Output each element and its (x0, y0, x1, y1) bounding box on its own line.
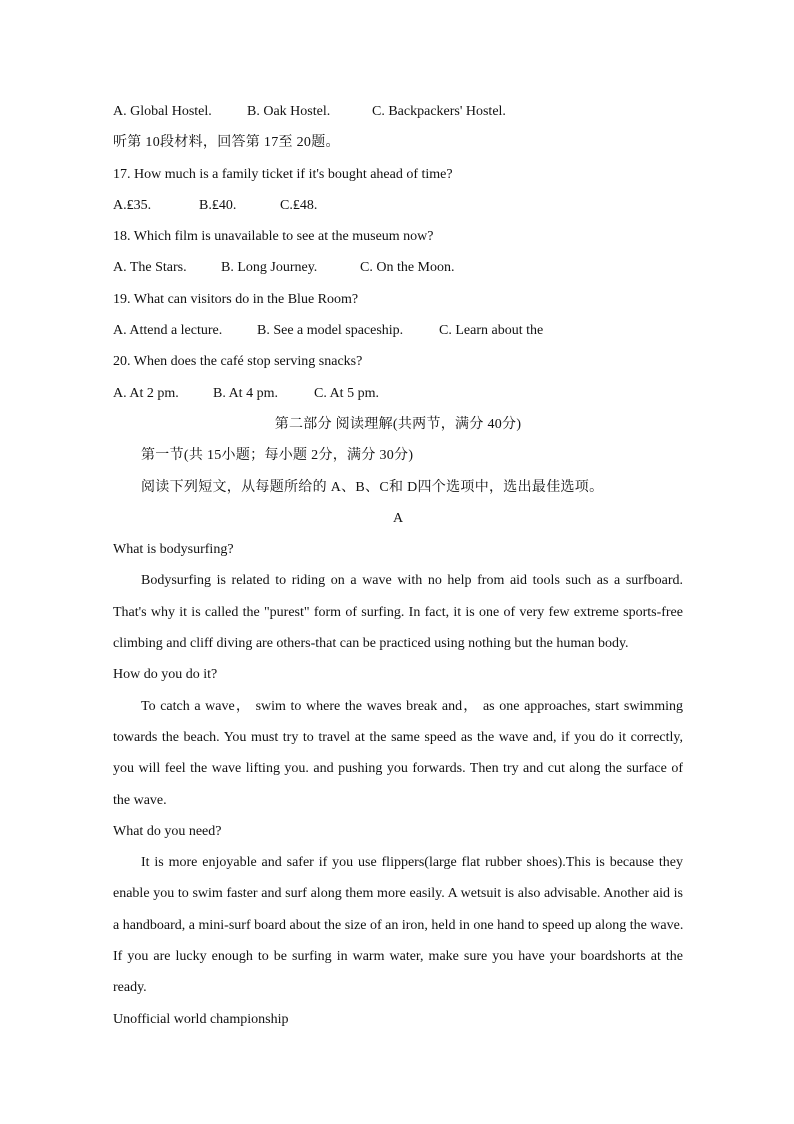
paragraph-1-line-3: climbing and cliff diving are others-that can be practiced using nothing but the human body. (113, 636, 629, 652)
q17-option-a: A.₤35. (113, 197, 152, 213)
q18-option-a: A. The Stars. (113, 260, 187, 276)
q20-question: 20. When does the café stop serving snacks? (113, 354, 363, 370)
passage-paragraph-3 (113, 847, 683, 1003)
q19-options-row (113, 315, 683, 346)
q20-option-a: A. At 2 pm. (113, 385, 179, 401)
paragraph-3-line-2: enable you to swim faster and surf along them more easily. A wetsuit is also advisable. Another aid is (113, 886, 683, 902)
q20-options-row (113, 378, 683, 409)
paragraph-2-line-4: the wave. (113, 792, 167, 808)
paragraph-2-line-3: you will feel the wave lifting you. and pushing you forwards. Then try and cut along the surface of (113, 761, 683, 777)
paragraph-3-line-3: a handboard, a mini-surf board about the size of an iron, held in one hand to speed up along the wave. (113, 917, 683, 933)
part2-title: 第二部分 阅读理解(共两节，满分 40分) (274, 416, 522, 432)
section1-title: 第一节(共 15小题；每小题 2分，满分 30分) (141, 448, 414, 464)
passage-heading-1: What is bodysurfing? (113, 542, 234, 558)
paragraph-3-line-4: If you are lucky enough to be surfing in warm water, make sure you have your boardshorts at the (113, 949, 683, 965)
q18-question: 18. Which film is unavailable to see at the museum now? (113, 229, 434, 245)
paragraph-1-line-1: Bodysurfing is related to riding on a wave with no help from aid tools such as a surfboard. (141, 573, 683, 589)
passage-heading-4: Unofficial world championship (113, 1011, 289, 1027)
passage-paragraph-1 (113, 565, 683, 659)
q18-option-c: C. On the Moon. (360, 260, 455, 276)
q19-option-c: C. Learn about the (439, 323, 544, 339)
q19-option-b: B. See a model spaceship. (257, 323, 404, 339)
paragraph-1-line-2: That's why it is called the "purest" form of surfing. In fact, it is one of very few extreme sports-free (113, 604, 683, 620)
paragraph-2-line-2: towards the beach. You must try to travel at the same speed as the wave and, if you do it correctly, (113, 729, 683, 745)
q19-option-a: A. Attend a lecture. (113, 323, 223, 339)
q20-option-b: B. At 4 pm. (213, 385, 278, 401)
q20-option-c: C. At 5 pm. (314, 385, 379, 401)
q16-option-a: A. Global Hostel. (113, 104, 212, 119)
section1-instruction: 阅读下列短文，从每题所给的 A、B、C和 D四个选项中，选出最佳选项。 (141, 479, 604, 495)
q16-options-row (113, 96, 683, 127)
q19-question: 19. What can visitors do in the Blue Room? (113, 291, 359, 307)
q18-options-row (113, 252, 683, 283)
q17-question: 17. How much is a family ticket if it's bought ahead of time? (113, 166, 453, 182)
passage-heading-3: What do you need? (113, 823, 222, 839)
passage-paragraph-2 (113, 691, 683, 816)
q17-option-b: B.₤40. (199, 197, 237, 213)
paragraph-3-line-5: ready. (113, 980, 147, 996)
passage-letter: A (392, 510, 404, 526)
q16-option-b: B. Oak Hostel. (247, 104, 331, 119)
q16-option-c: C. Backpackers' Hostel. (372, 104, 506, 119)
section10-instruction: 听第 10段材料，回答第 17至 20题。 (113, 135, 340, 151)
paragraph-2-line-1: To catch a wave， swim to where the waves break and， as one approaches, start swimming (141, 698, 683, 714)
q17-options-row (113, 190, 683, 221)
passage-heading-2: How do you do it? (113, 667, 218, 683)
exam-page (113, 96, 683, 1035)
q18-option-b: B. Long Journey. (221, 260, 318, 276)
q17-option-c: C.₤48. (280, 197, 318, 213)
paragraph-3-line-1: It is more enjoyable and safer if you use flippers(large flat rubber shoes).This is because they (141, 855, 683, 871)
